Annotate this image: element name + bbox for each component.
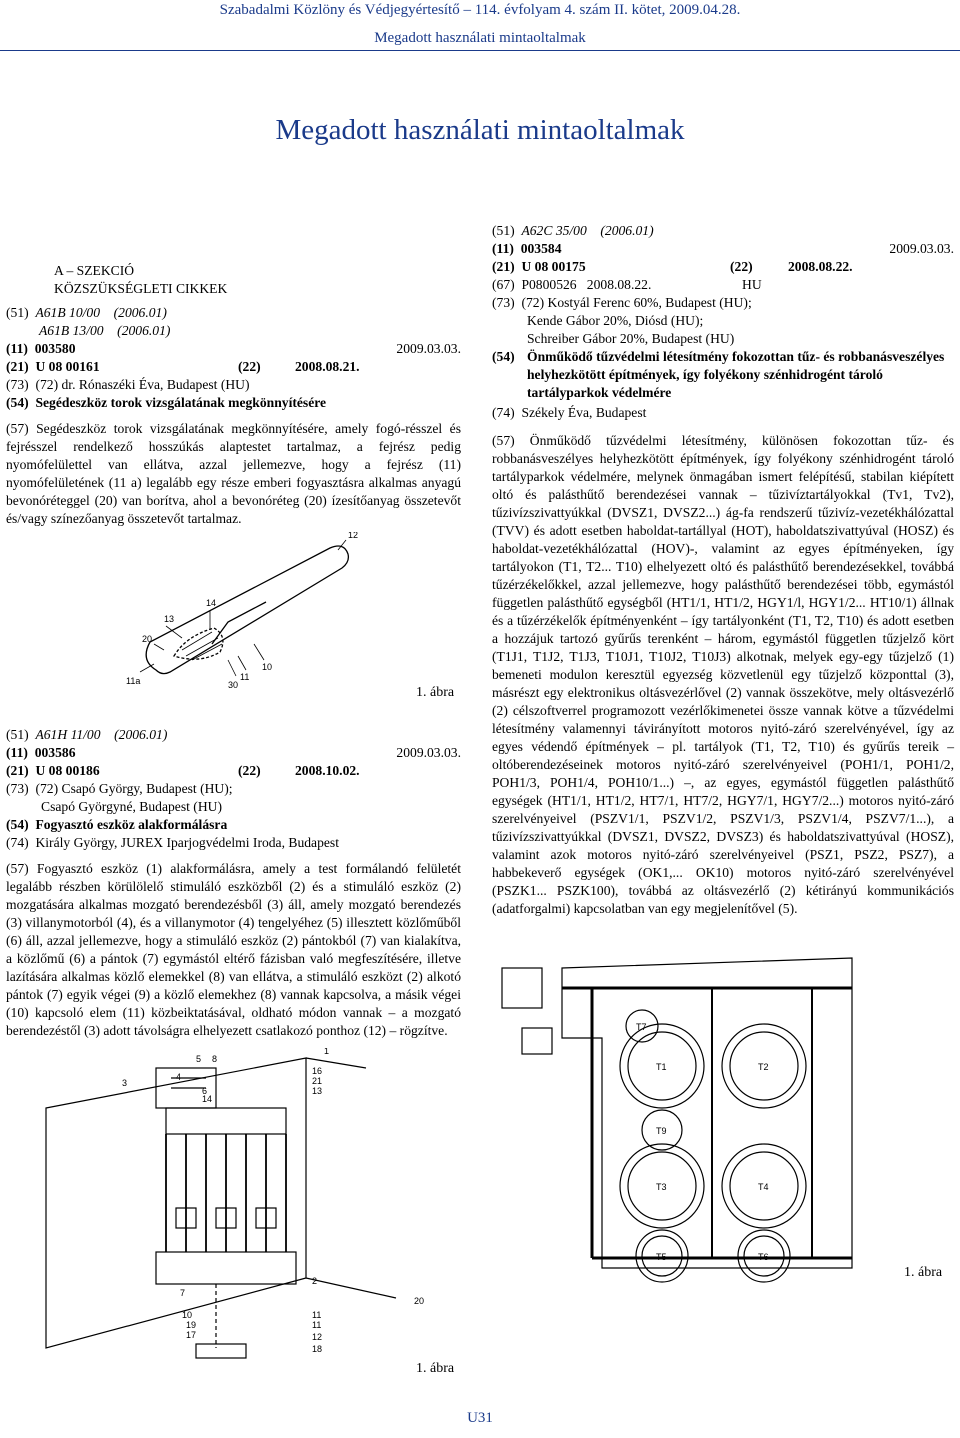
invention-title: Segédeszköz torok vizsgálatának megkönnyítésére	[35, 395, 327, 410]
entry-003580	[6, 304, 461, 700]
right-column	[492, 222, 954, 1284]
owner: Schreiber Gábor 20%, Budapest (HU)	[527, 331, 735, 346]
fig-label: 2	[312, 1276, 318, 1286]
filing-date: 2008.10.02.	[295, 763, 360, 778]
fig-label: 3	[122, 1078, 128, 1088]
abstract: (57) Fogyasztó eszköz (1) alakformálásra, amely a test formálandó felületét legalább részben körülölelő stimuláló eszközből (2) és a stimuláló eszköz (2) mozgatására alkalmas mozgató berendezésből (3) áll, amely mozgató berendezés (3) villanymotorból (4), és a villanymotor (4) tengelyéhez (5) illesztett közlőműből (6) áll, azzal jellemezve, hogy a stimuláló eszköz (2) pántokból (7) van kialakítva, a közlőmű (6) a pántok (7) egymástól eltérő fázisban való megfeszítésére, illetve lazítására alkalmas közlő elemekkel (8) van ellátva, a stimuláló eszközt (2) alkotó pántok (7) egyik végei (9) a közlő elemekhez (8) vannak kapcsolva, a másik végei (10) kapcsoló elem (11) közbeiktatásával, oldható módon vannak – a mozgató berendezéstől (3) adott távolságra elhelyezett csatlakozó ponthoz (12) – rögzítve.	[6, 861, 461, 1038]
fig-label: 11	[312, 1320, 322, 1330]
header-rule	[0, 50, 960, 51]
fig-label: 12	[312, 1332, 323, 1342]
figure-tank-park	[492, 928, 954, 1284]
code-21: (21)	[6, 359, 29, 374]
owner: (72) Kostyál Ferenc 60%, Budapest (HU);	[521, 295, 752, 310]
ipc-class: A61B 10/00	[35, 305, 101, 320]
entry-003584	[492, 222, 954, 1284]
owner: Csapó Györgyné, Budapest (HU)	[41, 799, 222, 814]
fig-label: 30	[228, 680, 239, 690]
tank-label: T9	[656, 1126, 667, 1136]
code-73: (73)	[6, 781, 29, 796]
code-22: (22)	[238, 763, 261, 778]
fig-label: 13	[164, 614, 175, 624]
filing-date: 2008.08.22.	[788, 259, 853, 274]
prior-application: P0800526	[521, 277, 577, 292]
fig-label: 13	[312, 1086, 323, 1096]
abstract: (57) Segédeszköz torok vizsgálatának megkönnyítésére, amely fogó-résszel és fejrésszel rendelkező hosszúkás alaptestet tartalmaz, a fejrész pedig nyomófelülettel van ellátva, azzal jellemezve, hogy a fejrész (11) nyomófelületének (11 a) legalább egy része emberi fogyasztásra alkalmas anyagú bevonóréteggel (20) van borítva, ahol a bevonóréteg (20) ízesítőanyag összetevőt és/vagy színezőanyag összetevőt tartalmaz.	[6, 421, 461, 526]
agent: Székely Éva, Budapest	[521, 405, 647, 420]
left-column	[6, 262, 461, 1378]
tank-park-drawing	[492, 928, 954, 1284]
ipc-date: (2006.01)	[117, 323, 171, 338]
code-21: (21)	[492, 259, 515, 274]
ipc-class: A61H 11/00	[35, 727, 101, 742]
figure-caption: 1. ábra	[416, 685, 455, 700]
page-number: U31	[467, 1410, 493, 1426]
patent-number: 003586	[34, 745, 76, 760]
code-54: (54)	[492, 349, 515, 364]
fig-label: 8	[212, 1054, 218, 1064]
figure-caption: 1. ábra	[904, 1265, 943, 1280]
fig-label: 6	[202, 1086, 208, 1096]
code-51: (51)	[6, 305, 29, 320]
fig-label: 18	[312, 1344, 323, 1354]
code-51: (51)	[492, 223, 515, 238]
section-heading	[6, 262, 461, 298]
tank-label: T4	[758, 1182, 769, 1192]
owner: (72) Csapó György, Budapest (HU);	[35, 781, 233, 796]
owner: (72) dr. Rónaszéki Éva, Budapest (HU)	[35, 377, 250, 392]
fig-label: 20	[414, 1296, 425, 1306]
code-74: (74)	[492, 405, 515, 420]
agent: Király György, JUREX Iparjogvédelmi Iroda, Budapest	[35, 835, 339, 850]
fig-label: 16	[312, 1066, 323, 1076]
ipc-class: A62C 35/00	[521, 223, 587, 238]
code-73: (73)	[492, 295, 515, 310]
fig-label: 7	[180, 1288, 186, 1298]
fig-label: 10	[262, 662, 273, 672]
fig-label: 10	[182, 1310, 193, 1320]
fig-label: 21	[312, 1076, 323, 1086]
code-73: (73)	[6, 377, 29, 392]
invention-title: Fogyasztó eszköz alakformálásra	[35, 817, 228, 832]
section-line-1: A – SZEKCIÓ	[54, 263, 135, 278]
abstract: (57) Önműködő tűzvédelmi létesítmény, különösen fokozottan tűz- és robbanásveszélyes helyhezkötött építmények, így folyékony szénhidrogént tároló tartályparkok védelmére, melynek önmagában ismert felépítésű, stabilan kiépített oltó és palásthűtő berendezései vannak – tűzivíztartályokkal (Tv1, Tv2), tűzivízszivattyúkkal (DVSZ1, DVSZ2...) ág-fa rendszerű tűzivíz-vezetékhálózattal (TVV) és adott esetben haboldat-tartállyal (HOT), haboldatszivattyúval (HOSZ) és haboldat-vezetékhálózattal (HOV)-, valamint az egyes építményeken, így tartályokon (T1, T2... T10) elhelyezett oltó és palásthűtő berendezésekkel, továbbá tűzérzékelőkkel, azzal jellemezve, hogy palásthűtő berendezései több, egymástól független palásthűtő egységből (HT1/1, HT1/2, HGY1/l, HGY1/2... HT10/1) állnak és a tűzérzékelők építményenként – így tartályonként (T1, T2, T10) és adott esetben a hozzájuk tartozó gyűrűs terenként – három, egymástól független tűzjelző kört (T1J1, T1J2, T1J3, T10J1, T10J2, T10J3) alkotnak, melyek egy-egy tűzjelző (1) bemeneti modulon keresztül egyezség közvetlenül egy tűzjelző központtal (3), másrészt egy elektronikus oltásvezérlővel (2) vannak összekötve, mely oltásvezérlő (2) célszoftverrel programozott vezérlőkimenetei össze vannak kötve a tűzvédelmi létesítmény valamennyi távirányított motoros nyitó-záró szerelvényével, így az egyes védendő építmények – pl. tartályok (T1, T2, T10) és gyűrűs tereik – oltóberendezéseinek motoros nyitó-záró szerelvényeivel (POH1/1, POH1/2, POH1/3, POH1/4, POH10/1...) –, az egyes, egymástól független palásthűtő egységek (HT1/1, HT1/2, HT7/1, HT7/2, HGY7/1, HGY7/2...) motoros nyitó-záró szerelvényeivel (PSZV1/1, PSZV1/2, PSZV1/3, PSZV1/4, PSZV7/1...), a tűzivízszivattyúkkal (DVSZ1, DVSZ2, DVSZ3) és haboldatszivattyúval (HOSZ), valamint azok motoros nyitó-záró szerelvényeivel (PSZ1, PSZ2, PSZ7), a habbekeverő egységek (OK1,... OK10) motoros nyitó-záró szerelvényével (PSZK1... PSZK100), továbbá az oltásvezérlő (2) kétirányú kommunikációs (adatforgalmi) kapcsolatban van egy megjelenítővel (5).	[492, 433, 954, 916]
code-11: (11)	[6, 745, 28, 760]
fig-label: 1	[324, 1048, 330, 1056]
owner: Kende Gábor 20%, Diósd (HU);	[527, 313, 704, 328]
fig-label: 14	[202, 1094, 213, 1104]
code-21: (21)	[6, 763, 29, 778]
code-11: (11)	[492, 241, 514, 256]
figure-throat-tool	[6, 532, 461, 700]
code-67: (67)	[492, 277, 515, 292]
slimming-device-drawing	[6, 1048, 461, 1378]
grant-date: 2009.03.03.	[396, 745, 461, 760]
fig-label: 11	[312, 1310, 322, 1320]
code-54: (54)	[6, 817, 29, 832]
application-number: U 08 00175	[521, 259, 586, 274]
code-11: (11)	[6, 341, 28, 356]
ipc-date: (2006.01)	[600, 223, 654, 238]
invention-title: Önműködő tűzvédelmi létesítmény fokozottan tűz- és robbanásveszélyes helyhezkötött építmények, így folyékony szénhidrogént tároló tartályparkok védelmére	[527, 349, 945, 400]
fig-label: 17	[186, 1330, 197, 1340]
fig-label: 20	[142, 634, 153, 644]
code-54: (54)	[6, 395, 29, 410]
prior-date: 2008.08.22.	[586, 277, 652, 292]
fig-label: 5	[196, 1054, 202, 1064]
prior-country: HU	[742, 277, 762, 292]
section-line-2: KÖZSZÜKSÉGLETI CIKKEK	[54, 281, 228, 296]
code-22: (22)	[730, 259, 753, 274]
ipc-class: A61B 13/00	[39, 323, 104, 338]
figure-caption: 1. ábra	[416, 1361, 455, 1376]
tank-label: T6	[758, 1252, 769, 1262]
figure-slimming-device	[6, 1048, 461, 1378]
tank-label: T3	[656, 1182, 667, 1192]
application-number: U 08 00186	[35, 763, 100, 778]
grant-date: 2009.03.03.	[396, 341, 461, 356]
code-51: (51)	[6, 727, 29, 742]
grant-date: 2009.03.03.	[889, 241, 954, 256]
code-22: (22)	[238, 359, 261, 374]
application-number: U 08 00161	[35, 359, 100, 374]
patent-number: 003580	[34, 341, 76, 356]
fig-label: 14	[206, 598, 217, 608]
fig-label: 12	[348, 532, 359, 540]
ipc-date: (2006.01)	[114, 727, 168, 742]
tank-label: T7	[636, 1022, 647, 1032]
fig-label: 4	[176, 1072, 182, 1082]
ipc-date: (2006.01)	[113, 305, 167, 320]
patent-number: 003584	[520, 241, 562, 256]
filing-date: 2008.08.21.	[295, 359, 360, 374]
journal-header: Szabadalmi Közlöny és Védjegyértesítő – 114. évfolyam 4. szám II. kötet, 2009.04.28.	[219, 2, 741, 18]
fig-label: 19	[186, 1320, 197, 1330]
fig-label: 11	[240, 672, 250, 682]
running-title: Megadott használati mintaoltalmak	[374, 30, 586, 46]
fig-label: 11a	[126, 676, 141, 686]
tank-label: T5	[656, 1252, 667, 1262]
page-title: Megadott használati mintaoltalmak	[275, 114, 685, 146]
throat-tool-drawing	[6, 532, 461, 700]
code-74: (74)	[6, 835, 29, 850]
entry-003586	[6, 726, 461, 1378]
tank-label: T1	[656, 1062, 667, 1072]
tank-label: T2	[758, 1062, 769, 1072]
